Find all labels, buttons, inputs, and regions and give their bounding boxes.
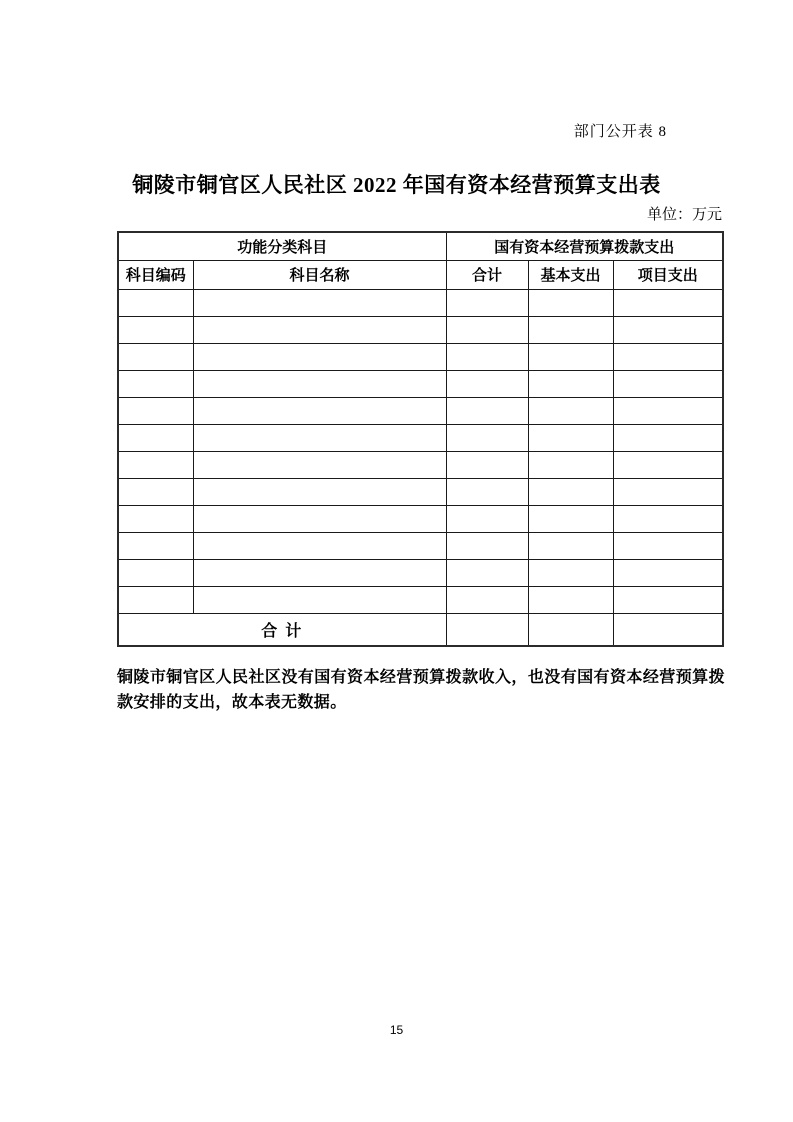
table-cell	[613, 370, 723, 397]
budget-table	[117, 231, 724, 647]
table-cell	[446, 451, 528, 478]
table-cell	[528, 343, 613, 370]
total-cell-total	[446, 613, 528, 646]
table-cell	[118, 451, 193, 478]
column-header-basic-expenditure: 基本支出	[528, 260, 613, 289]
table-cell	[446, 532, 528, 559]
table-cell	[446, 370, 528, 397]
table-cell	[613, 316, 723, 343]
header-group-state-capital-budget-expenditure: 国有资本经营预算拨款支出	[446, 232, 723, 260]
table-cell	[193, 532, 446, 559]
table-cell	[118, 478, 193, 505]
total-cell-basic	[528, 613, 613, 646]
page-number: 15	[389, 1023, 404, 1037]
table-cell	[193, 289, 446, 316]
table-row	[118, 424, 723, 451]
total-cell-project	[613, 613, 723, 646]
header-group-function-classification: 功能分类科目	[118, 232, 446, 260]
table-row	[118, 289, 723, 316]
table-row	[118, 397, 723, 424]
table-row	[118, 370, 723, 397]
table-footer	[118, 613, 723, 646]
table-cell	[193, 505, 446, 532]
table-row	[118, 451, 723, 478]
table-cell	[446, 424, 528, 451]
header-group-row	[118, 232, 723, 260]
unit-label: 单位：万元	[646, 207, 722, 223]
table-cell	[613, 424, 723, 451]
table-cell	[528, 397, 613, 424]
table-cell	[193, 424, 446, 451]
table-row	[118, 532, 723, 559]
table-cell	[193, 559, 446, 586]
column-header-subject-name: 科目名称	[193, 260, 446, 289]
table-cell	[528, 532, 613, 559]
table-cell	[446, 586, 528, 613]
table-body	[118, 289, 723, 613]
total-row	[118, 613, 723, 646]
table-row	[118, 316, 723, 343]
table-cell	[613, 451, 723, 478]
table-cell	[613, 343, 723, 370]
table-cell	[446, 505, 528, 532]
table-cell	[613, 505, 723, 532]
table-cell	[446, 289, 528, 316]
table-cell	[193, 451, 446, 478]
table-row	[118, 505, 723, 532]
table-cell	[528, 424, 613, 451]
table-cell	[613, 559, 723, 586]
table-cell	[613, 397, 723, 424]
table-cell	[118, 370, 193, 397]
table-cell	[528, 505, 613, 532]
table-cell	[528, 559, 613, 586]
table-cell	[118, 532, 193, 559]
table-cell	[446, 559, 528, 586]
table-row	[118, 586, 723, 613]
table-cell	[193, 316, 446, 343]
table-cell	[528, 370, 613, 397]
column-header-project-expenditure: 项目支出	[613, 260, 723, 289]
table-row	[118, 559, 723, 586]
table-cell	[446, 397, 528, 424]
table-cell	[193, 586, 446, 613]
table-cell	[528, 451, 613, 478]
table-cell	[446, 343, 528, 370]
table-header	[118, 232, 723, 289]
table-cell	[613, 532, 723, 559]
table-cell	[118, 586, 193, 613]
total-row-label: 合 计	[118, 613, 446, 646]
table-cell	[118, 343, 193, 370]
table-cell	[193, 343, 446, 370]
table-cell	[193, 370, 446, 397]
table-cell	[446, 316, 528, 343]
table-cell	[118, 505, 193, 532]
table-number-label: 部门公开表 8	[573, 124, 667, 140]
table-cell	[613, 586, 723, 613]
column-header-subject-code: 科目编码	[118, 260, 193, 289]
table-cell	[528, 478, 613, 505]
table-cell	[613, 478, 723, 505]
page-title: 铜陵市铜官区人民社区 2022 年国有资本经营预算支出表	[132, 173, 661, 197]
table-cell	[446, 478, 528, 505]
table-row	[118, 343, 723, 370]
table-cell	[528, 586, 613, 613]
column-header-row	[118, 260, 723, 289]
table-cell	[528, 316, 613, 343]
note-text: 铜陵市铜官区人民社区没有国有资本经营预算拨款收入，也没有国有资本经营预算拨款安排的支出，故本表无数据。	[117, 669, 725, 711]
table-cell	[118, 397, 193, 424]
table-cell	[118, 424, 193, 451]
table-row	[118, 478, 723, 505]
table-cell	[118, 289, 193, 316]
table-cell	[193, 397, 446, 424]
table-cell	[118, 559, 193, 586]
table-cell	[193, 478, 446, 505]
column-header-total: 合计	[446, 260, 528, 289]
table-cell	[528, 289, 613, 316]
table-cell	[613, 289, 723, 316]
table-cell	[118, 316, 193, 343]
